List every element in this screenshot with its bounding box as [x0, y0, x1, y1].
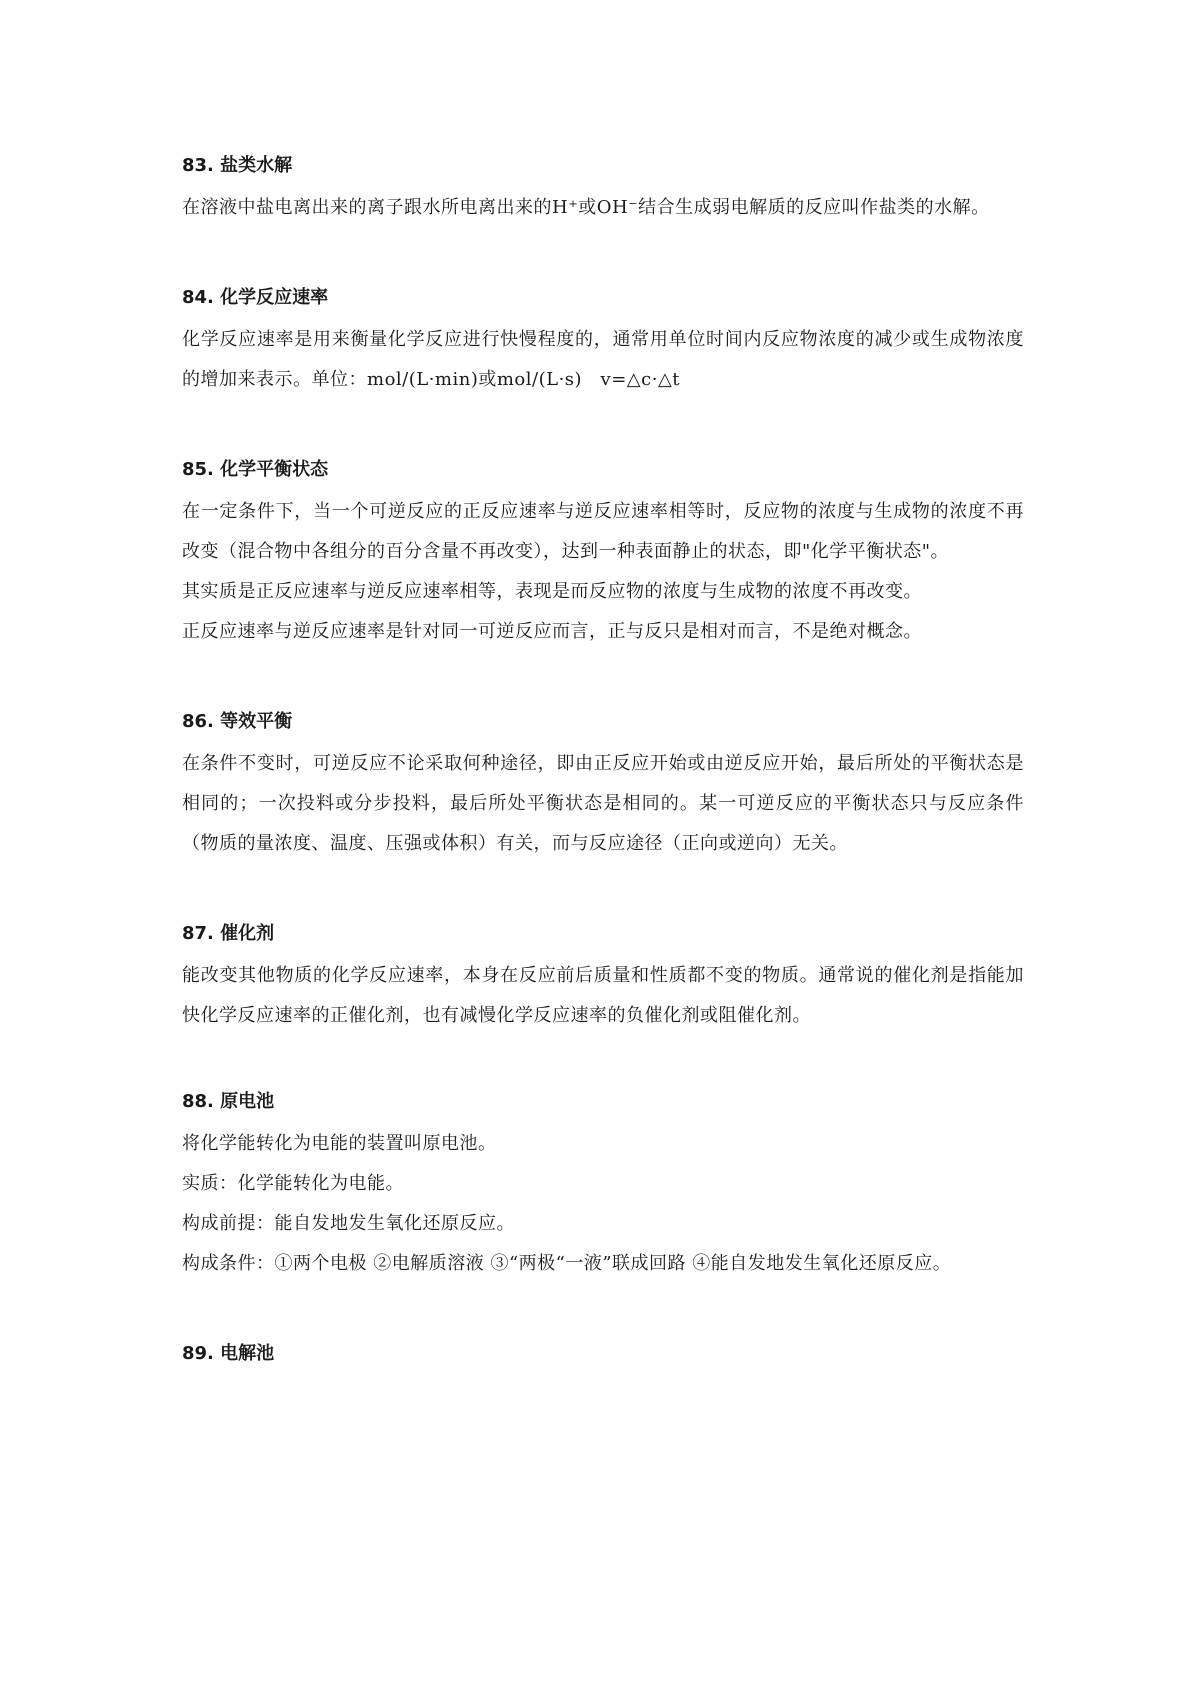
section-87	[182, 916, 1024, 1036]
paragraph: 在条件不变时，可逆反应不论采取何种途径，即由正反应开始或由逆反应开始，最后所处的平衡状态是相同的；一次投料或分步投料，最后所处平衡状态是相同的。某一可逆反应的平衡状态只与反应条件（物质的量浓度、温度、压强或体积）有关，而与反应途径（正向或逆向）无关。	[182, 753, 1024, 854]
paragraph: 化学反应速率是用来衡量化学反应进行快慢程度的，通常用单位时间内反应物浓度的减少或生成物浓度的增加来表示。单位：mol/(L·min)或mol/(L·s) v=△c·△t	[182, 329, 1024, 390]
section-85	[182, 452, 1024, 652]
section-heading: 84. 化学反应速率	[182, 287, 329, 308]
section-heading: 87. 催化剂	[182, 923, 275, 944]
section-heading: 89. 电解池	[182, 1343, 275, 1364]
paragraph: 其实质是正反应速率与逆反应速率相等，表现是而反应物的浓度与生成物的浓度不再改变。	[182, 581, 922, 602]
document-content	[182, 148, 1024, 1376]
section-heading: 86. 等效平衡	[182, 711, 293, 732]
section-spacer	[182, 228, 1024, 280]
section-83	[182, 148, 1024, 228]
paragraph: 将化学能转化为电能的装置叫原电池。	[182, 1133, 497, 1154]
section-88	[182, 1084, 1024, 1284]
section-spacer	[182, 1284, 1024, 1336]
paragraph: 正反应速率与逆反应速率是针对同一可逆反应而言，正与反只是相对而言，不是绝对概念。	[182, 621, 922, 642]
paragraph: 在溶液中盐电离出来的离子跟水所电离出来的H⁺或OH⁻结合生成弱电解质的反应叫作盐类的水解。	[182, 197, 990, 218]
section-spacer	[182, 1036, 1024, 1084]
section-spacer	[182, 400, 1024, 452]
paragraph: 在一定条件下，当一个可逆反应的正反应速率与逆反应速率相等时，反应物的浓度与生成物的浓度不再改变（混合物中各组分的百分含量不再改变），达到一种表面静止的状态，即"化学平衡状态"。	[182, 501, 1024, 562]
paragraph: 构成条件：①两个电极 ②电解质溶液 ③“两极“一液”联成回路 ④能自发地发生氧化还原反应。	[182, 1253, 952, 1274]
section-heading: 88. 原电池	[182, 1091, 275, 1112]
section-86	[182, 704, 1024, 864]
paragraph: 实质：化学能转化为电能。	[182, 1173, 404, 1194]
section-heading: 85. 化学平衡状态	[182, 459, 329, 480]
section-heading: 83. 盐类水解	[182, 155, 293, 176]
section-84	[182, 280, 1024, 400]
section-spacer	[182, 864, 1024, 916]
paragraph: 构成前提：能自发地发生氧化还原反应。	[182, 1213, 515, 1234]
section-89	[182, 1336, 1024, 1372]
section-spacer	[182, 652, 1024, 704]
paragraph: 能改变其他物质的化学反应速率，本身在反应前后质量和性质都不变的物质。通常说的催化剂是指能加快化学反应速率的正催化剂，也有减慢化学反应速率的负催化剂或阻催化剂。	[182, 965, 1024, 1026]
